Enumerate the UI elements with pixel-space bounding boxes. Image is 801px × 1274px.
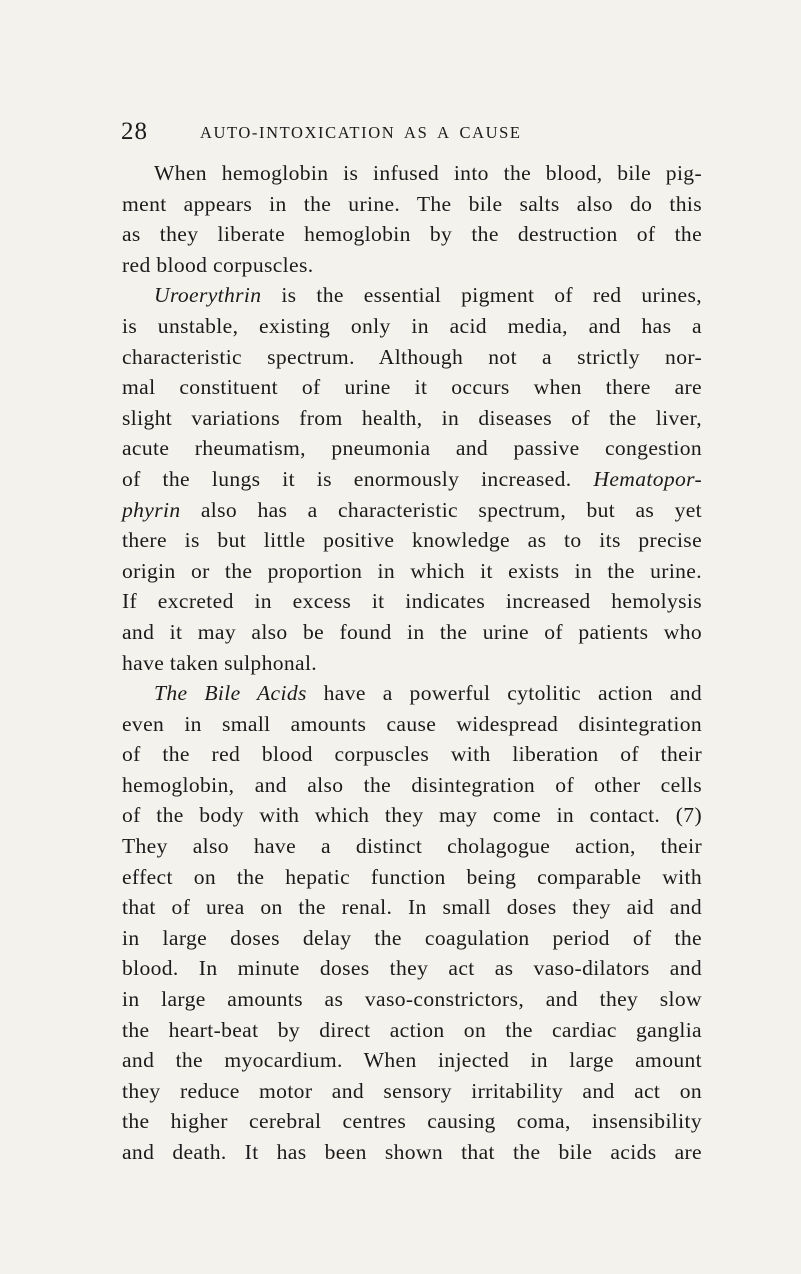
text-run: the heart-beat by direct action on the cardiac ganglia: [122, 1017, 702, 1042]
text-run: they reduce motor and sensory irritability and act on: [122, 1078, 702, 1103]
text-line: [122, 1045, 702, 1076]
text-run: blood. In minute doses they act as vaso-dilators and: [122, 956, 702, 981]
text-run: the higher cerebral centres causing coma, insensibility: [122, 1109, 702, 1134]
text-line: [122, 831, 702, 862]
text-run: of the body with which they may come in contact. (7): [122, 803, 702, 828]
text-line: [122, 342, 702, 373]
text-run: mal constituent of urine it occurs when there are: [122, 375, 702, 400]
text-line: [122, 586, 702, 617]
text-run: is the essential pigment of red urines,: [261, 283, 702, 308]
text-run: and the myocardium. When injected in large amount: [122, 1048, 702, 1073]
text-line: [122, 923, 702, 954]
text-run: in large amounts as vaso-constrictors, and they slow: [122, 987, 702, 1012]
text-line: [122, 1015, 702, 1046]
text-line: [122, 984, 702, 1015]
text-line: [122, 372, 702, 403]
text-line: [122, 495, 702, 526]
text-run: effect on the hepatic function being comparable with: [122, 864, 702, 889]
body-text: [122, 158, 702, 1168]
text-run: of the lungs it is enormously increased.: [122, 466, 594, 491]
text-run: in large doses delay the coagulation period of the: [122, 925, 702, 950]
text-run: red blood corpuscles.: [122, 252, 314, 277]
text-line: [122, 739, 702, 770]
text-line: [122, 892, 702, 923]
text-line: [122, 250, 702, 281]
text-run: as they liberate hemoglobin by the destruction of the: [122, 222, 702, 247]
text-run: When hemoglobin is infused into the blood, bile pig-: [154, 161, 702, 185]
text-line: [122, 311, 702, 342]
text-run: If excreted in excess it indicates increased hemolysis: [122, 589, 702, 614]
text-line: [122, 158, 702, 189]
text-run: is unstable, existing only in acid media, and has a: [122, 313, 702, 338]
text-line: [122, 556, 702, 587]
text-run: characteristic spectrum. Although not a strictly nor-: [122, 344, 702, 369]
text-run: have taken sulphonal.: [122, 650, 318, 675]
text-run: ment appears in the urine. The bile salts also do this: [122, 191, 702, 216]
text-line: [122, 1076, 702, 1107]
text-line: [122, 709, 702, 740]
text-line: [122, 862, 702, 893]
running-title: AUTO-INTOXICATION AS A CAUSE: [200, 123, 522, 142]
text-line: [122, 403, 702, 434]
text-run: of the red blood corpuscles with liberation of their: [122, 742, 702, 767]
text-line: [122, 617, 702, 648]
text-line: [122, 678, 702, 709]
italic-term: phyrin: [122, 497, 181, 522]
text-line: [122, 1106, 702, 1137]
text-run: there is but little positive knowledge as to its precise: [122, 528, 702, 553]
text-run: acute rheumatism, pneumonia and passive congestion: [122, 436, 702, 461]
text-line: [122, 464, 702, 495]
text-line: [122, 525, 702, 556]
text-line: [122, 189, 702, 220]
text-line: [122, 953, 702, 984]
text-run: They also have a distinct cholagogue action, their: [122, 834, 702, 859]
text-line: [122, 800, 702, 831]
text-line: [122, 1137, 702, 1168]
page-header: [0, 117, 801, 147]
text-run: also has a characteristic spectrum, but as yet: [180, 497, 702, 522]
text-run: hemoglobin, and also the disintegration of other cells: [122, 772, 702, 797]
text-run: have a powerful cytolitic action and: [306, 681, 702, 706]
text-run: and death. It has been shown that the bile acids are: [122, 1140, 702, 1164]
italic-term: Hematopor-: [593, 466, 702, 491]
text-run: slight variations from health, in diseases of the liver,: [122, 405, 702, 430]
italic-term: The Bile Acids: [154, 681, 307, 706]
text-run: even in small amounts cause widespread disintegration: [122, 711, 702, 736]
page-number: 28: [121, 118, 148, 145]
text-line: [122, 433, 702, 464]
text-line: [122, 280, 702, 311]
text-run: origin or the proportion in which it exists in the urine.: [122, 558, 702, 583]
text-line: [122, 770, 702, 801]
text-run: and it may also be found in the urine of patients who: [122, 619, 702, 644]
italic-term: Uroerythrin: [154, 283, 262, 308]
text-run: that of urea on the renal. In small doses they aid and: [122, 895, 702, 920]
text-line: [122, 219, 702, 250]
text-line: [122, 648, 702, 679]
